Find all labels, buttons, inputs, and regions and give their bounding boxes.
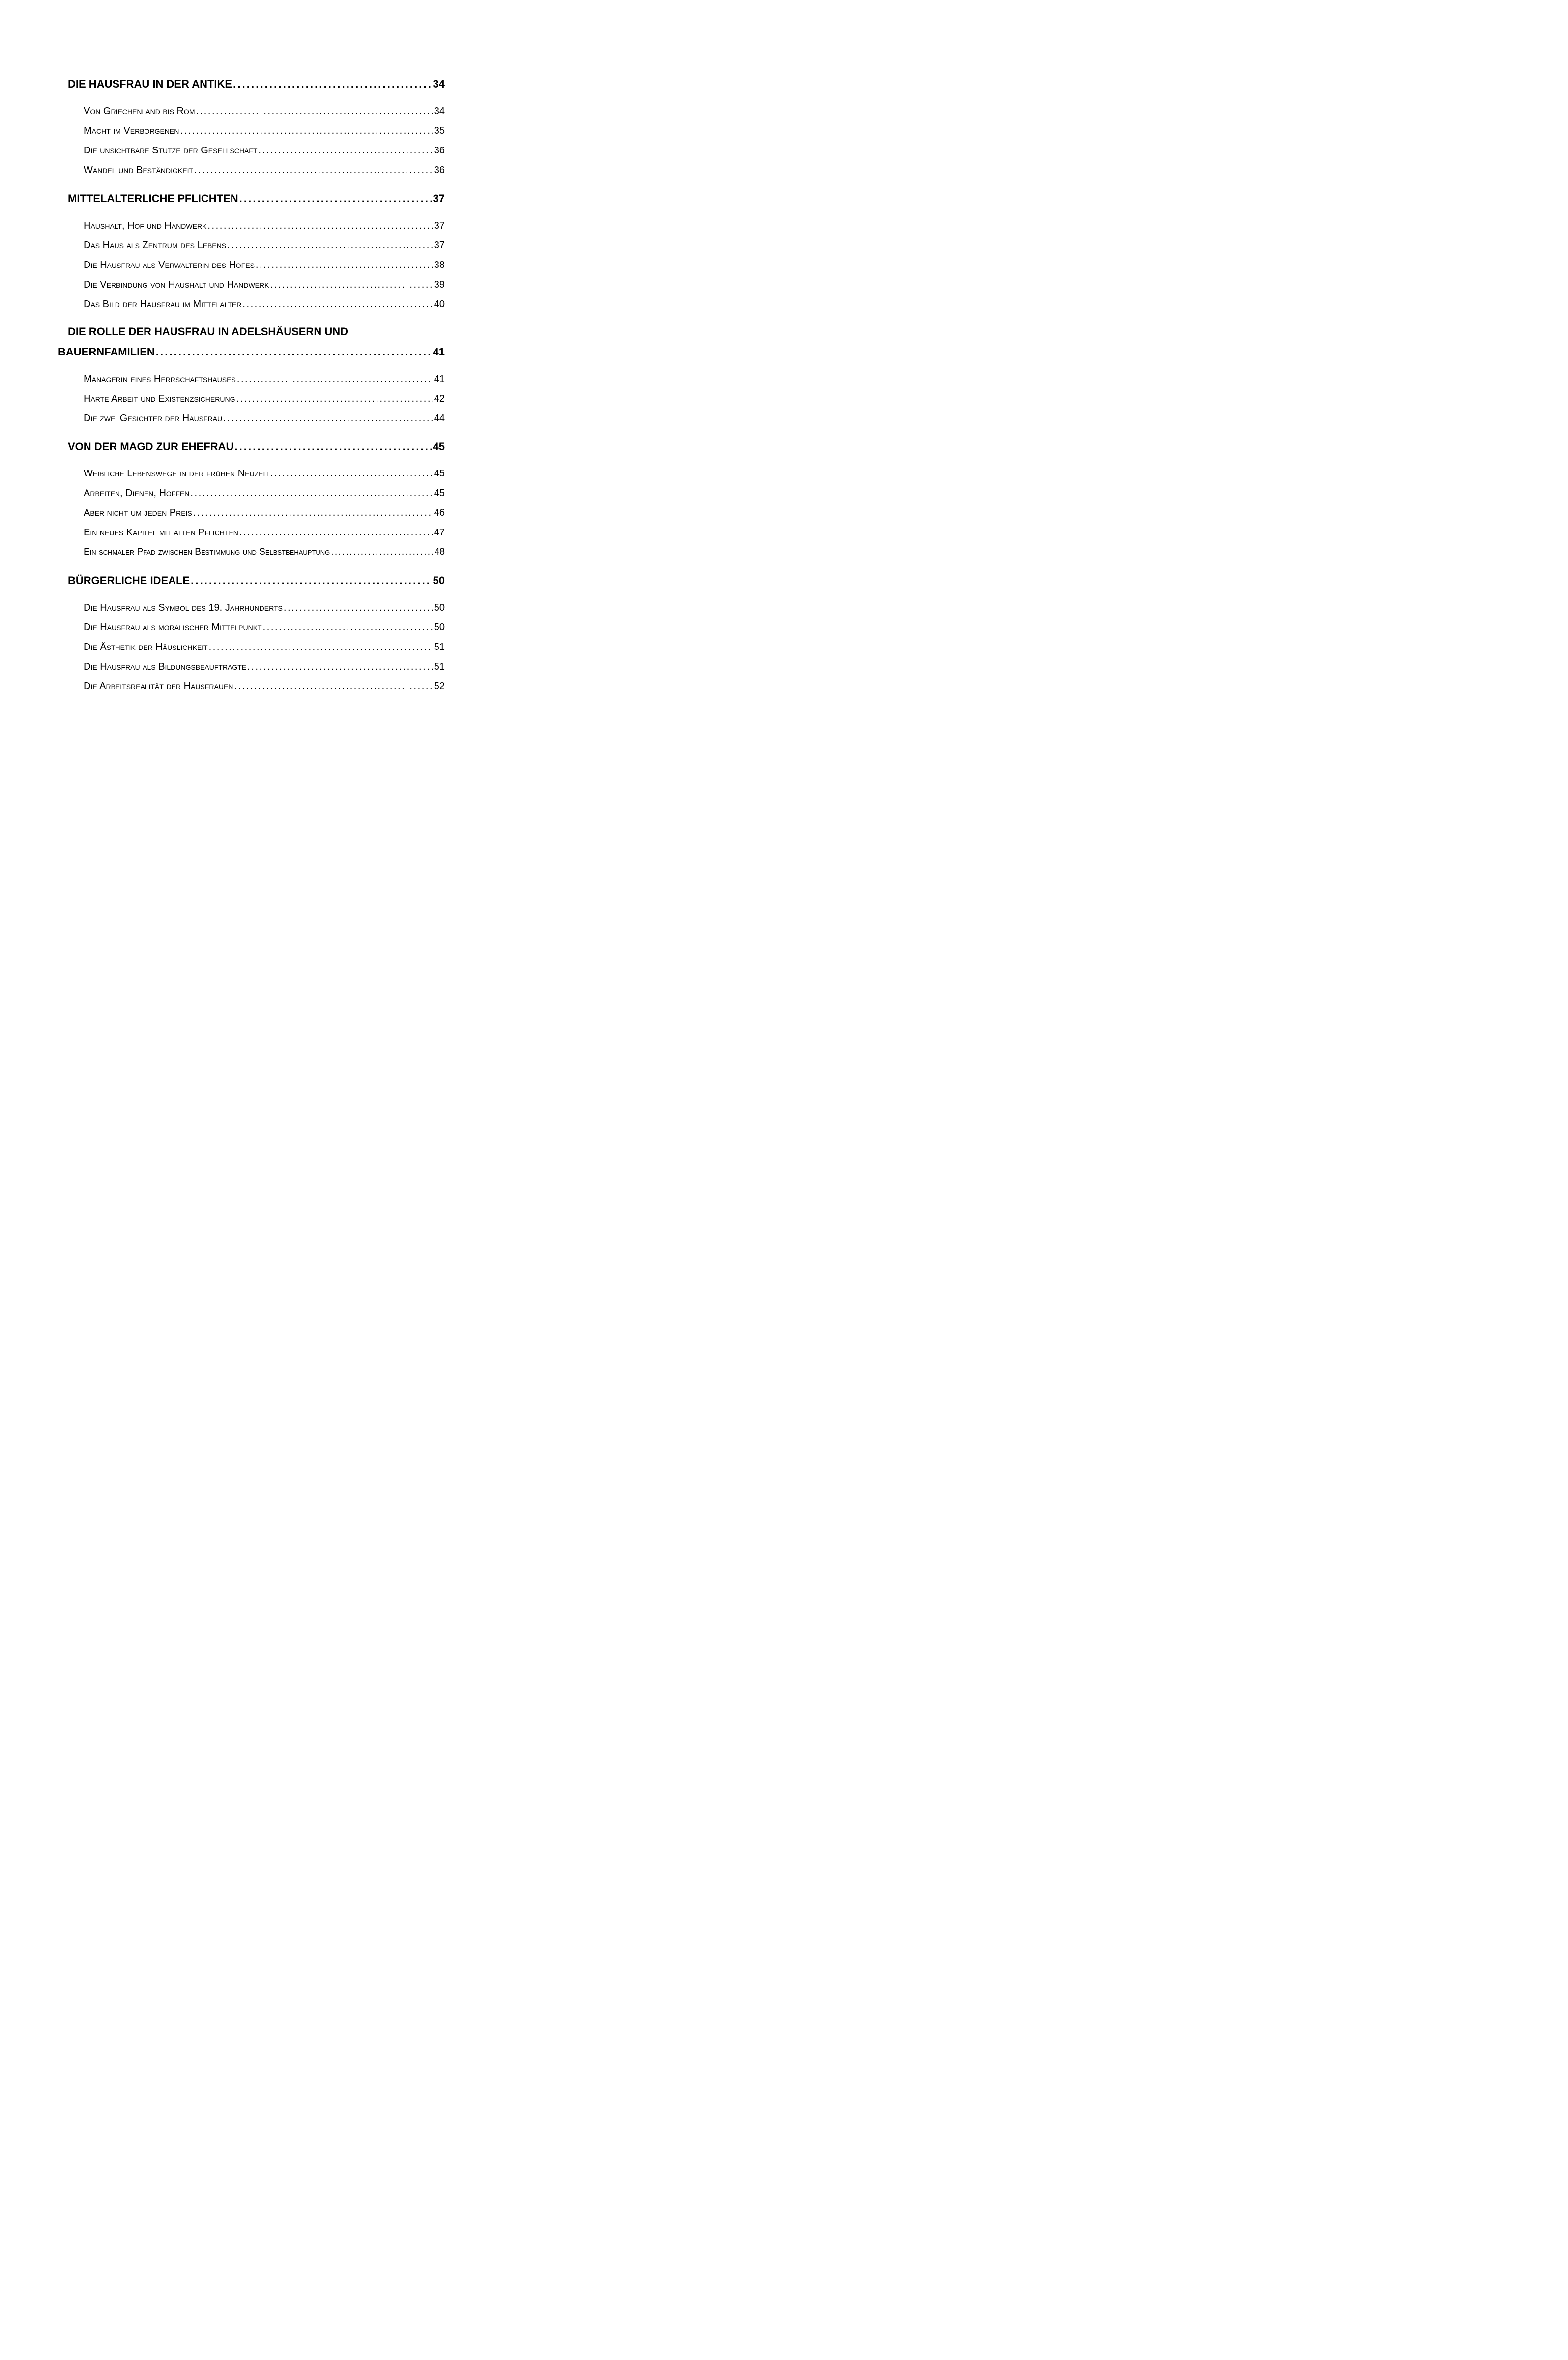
- dot-leader: [194, 165, 433, 176]
- toc-section-entry[interactable]: [84, 240, 445, 251]
- page-number: 50: [434, 622, 445, 633]
- dot-leader: [191, 574, 432, 587]
- page-number: 50: [434, 602, 445, 613]
- page-number: 42: [434, 393, 445, 404]
- page-number: 37: [433, 192, 445, 205]
- section-title: Das Bild der Hausfrau im Mittelalter: [84, 299, 242, 310]
- chapter-title: VON DER MAGD ZUR EHEFRAU: [68, 441, 234, 453]
- page-number: 37: [434, 240, 445, 251]
- dot-leader: [247, 661, 433, 673]
- section-title: Von Griechenland bis Rom: [84, 106, 195, 117]
- chapter-title: BAUERNFAMILIEN: [58, 346, 155, 358]
- page-number: 48: [434, 547, 445, 557]
- dot-leader: [156, 346, 432, 358]
- page-number: 45: [433, 441, 445, 453]
- chapter-title: MITTELALTERLICHE PFLICHTEN: [68, 192, 238, 205]
- toc-section-entry[interactable]: [84, 661, 445, 673]
- dot-leader: [258, 145, 433, 156]
- page-number: 41: [433, 346, 445, 358]
- toc-section-entry[interactable]: [84, 393, 445, 405]
- toc-section-entry[interactable]: [84, 260, 445, 271]
- dot-leader: [236, 393, 433, 405]
- section-title: Macht im Verborgenen: [84, 125, 179, 136]
- page-number: 38: [434, 260, 445, 270]
- section-title: Wandel und Beständigkeit: [84, 165, 194, 176]
- section-title: Die Ästhetik der Häuslichkeit: [84, 642, 208, 652]
- dot-leader: [234, 441, 432, 453]
- toc-chapter-entry[interactable]: [68, 192, 445, 205]
- page-number: 36: [434, 145, 445, 156]
- section-title: Die Hausfrau als moralischer Mittelpunkt: [84, 622, 262, 633]
- dot-leader: [270, 279, 433, 291]
- page-number: 45: [434, 468, 445, 479]
- section-title: Die Arbeitsrealität der Hausfrauen: [84, 681, 233, 692]
- toc-section-entry[interactable]: [84, 299, 445, 310]
- dot-leader: [237, 374, 433, 385]
- dot-leader: [233, 78, 432, 90]
- chapter-title-line[interactable]: DIE ROLLE DER HAUSFRAU IN ADELSHÄUSERN UND: [68, 325, 348, 338]
- section-title: Das Haus als Zentrum des Lebens: [84, 240, 227, 251]
- dot-leader: [193, 507, 433, 519]
- toc-chapter-entry[interactable]: [68, 78, 445, 90]
- dot-leader: [242, 299, 433, 310]
- table-of-contents: [0, 0, 523, 787]
- dot-leader: [223, 413, 433, 424]
- toc-section-entry[interactable]: [84, 165, 445, 176]
- section-title: Die unsichtbare Stütze der Gesellschaft: [84, 145, 258, 156]
- page-number: 52: [434, 681, 445, 692]
- page-number: 39: [434, 279, 445, 290]
- section-title: Die zwei Gesichter der Hausfrau: [84, 413, 223, 424]
- page-number: 35: [434, 125, 445, 136]
- dot-leader: [196, 106, 433, 117]
- section-title: Die Verbindung von Haushalt und Handwerk: [84, 279, 269, 290]
- toc-section-entry[interactable]: [84, 547, 445, 558]
- chapter-title: DIE HAUSFRAU IN DER ANTIKE: [68, 78, 232, 90]
- toc-section-entry[interactable]: [84, 602, 445, 614]
- section-title: Managerin eines Herrschaftshauses: [84, 374, 236, 384]
- page-number: 50: [433, 574, 445, 587]
- toc-section-entry[interactable]: [84, 681, 445, 692]
- toc-section-entry[interactable]: [84, 527, 445, 538]
- toc-chapter-entry[interactable]: [58, 346, 445, 358]
- toc-section-entry[interactable]: [84, 468, 445, 479]
- toc-section-entry[interactable]: [84, 125, 445, 137]
- page-number: 34: [434, 106, 445, 117]
- page-number: 51: [434, 642, 445, 652]
- page-number: 40: [434, 299, 445, 310]
- section-title: Ein schmaler Pfad zwischen Bestimmung und Selbstbehauptung: [84, 547, 330, 557]
- page-number: 45: [434, 488, 445, 499]
- section-title: Die Hausfrau als Bildungsbeauftragte: [84, 661, 247, 672]
- section-title: Arbeiten, Dienen, Hoffen: [84, 488, 190, 499]
- dot-leader: [239, 192, 432, 205]
- toc-section-entry[interactable]: [84, 488, 445, 499]
- page-number: 46: [434, 507, 445, 518]
- dot-leader: [270, 468, 433, 479]
- toc-section-entry[interactable]: [84, 622, 445, 633]
- section-title: Die Hausfrau als Verwalterin des Hofes: [84, 260, 255, 270]
- page-number: 41: [434, 374, 445, 384]
- section-title: Aber nicht um jeden Preis: [84, 507, 192, 518]
- section-title: Harte Arbeit und Existenzsicherung: [84, 393, 235, 404]
- dot-leader: [180, 125, 433, 137]
- section-title: Die Hausfrau als Symbol des 19. Jahrhunderts: [84, 602, 283, 613]
- dot-leader: [284, 602, 433, 614]
- toc-section-entry[interactable]: [84, 220, 445, 232]
- page-number: 47: [434, 527, 445, 538]
- dot-leader: [190, 488, 433, 499]
- dot-leader: [207, 220, 433, 232]
- dot-leader: [263, 622, 433, 633]
- dot-leader: [256, 260, 433, 271]
- page-number: 37: [434, 220, 445, 231]
- toc-section-entry[interactable]: [84, 106, 445, 117]
- toc-section-entry[interactable]: [84, 642, 445, 653]
- toc-section-entry[interactable]: [84, 507, 445, 519]
- dot-leader: [227, 240, 433, 251]
- dot-leader: [209, 642, 433, 653]
- toc-section-entry[interactable]: [84, 374, 445, 385]
- toc-section-entry[interactable]: [84, 413, 445, 424]
- toc-section-entry[interactable]: [84, 279, 445, 291]
- page-number: 34: [433, 78, 445, 90]
- chapter-title: BÜRGERLICHE IDEALE: [68, 574, 190, 587]
- dot-leader: [234, 681, 433, 692]
- page-number: 44: [434, 413, 445, 424]
- page-number: 36: [434, 165, 445, 176]
- toc-section-entry[interactable]: [84, 145, 445, 156]
- section-title: Weibliche Lebenswege in der frühen Neuzeit: [84, 468, 269, 479]
- page-number: 51: [434, 661, 445, 672]
- section-title: Haushalt, Hof und Handwerk: [84, 220, 207, 231]
- dot-leader: [239, 527, 433, 538]
- section-title: Ein neues Kapitel mit alten Pflichten: [84, 527, 238, 538]
- toc-chapter-entry[interactable]: [68, 574, 445, 587]
- dot-leader: [331, 547, 434, 558]
- toc-chapter-entry[interactable]: [68, 441, 445, 453]
